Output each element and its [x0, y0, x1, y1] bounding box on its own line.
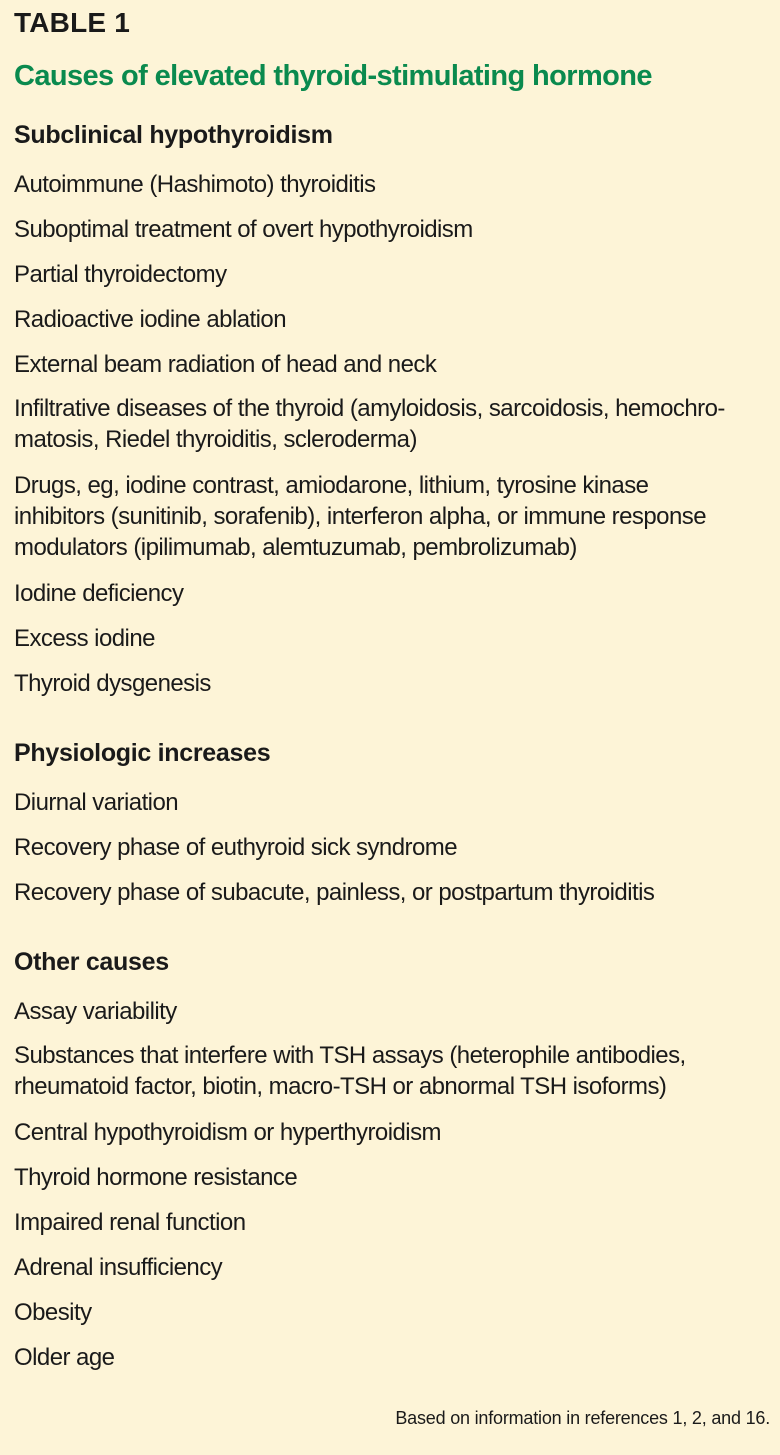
- list-item-line: rheumatoid factor, biotin, macro-TSH or abnormal TSH isoforms): [14, 1073, 667, 1100]
- list-item: Assay variability: [14, 998, 177, 1025]
- list-item: Autoimmune (Hashimoto) thyroiditis: [14, 171, 376, 198]
- table-footnote: Based on information in references 1, 2, and 16.: [395, 1408, 770, 1428]
- list-item: Radioactive iodine ablation: [14, 306, 287, 333]
- list-item: Diurnal variation: [14, 789, 179, 816]
- list-item-line: Infiltrative diseases of the thyroid (amyloidosis, sarcoidosis, hemochro-: [14, 395, 725, 422]
- table-label: TABLE 1: [14, 7, 130, 38]
- list-item: Partial thyroidectomy: [14, 261, 227, 288]
- list-item: Recovery phase of subacute, painless, or postpartum thyroiditis: [14, 879, 655, 906]
- list-item: Thyroid hormone resistance: [14, 1164, 298, 1191]
- section-heading-physiologic-increases: Physiologic increases: [14, 739, 271, 767]
- list-item: Older age: [14, 1344, 115, 1371]
- list-item: Suboptimal treatment of overt hypothyroidism: [14, 216, 473, 243]
- list-item: Central hypothyroidism or hyperthyroidism: [14, 1119, 441, 1146]
- list-item: Obesity: [14, 1299, 92, 1326]
- list-item: Impaired renal function: [14, 1209, 246, 1236]
- list-item: [14, 470, 770, 563]
- list-item-line: Substances that interfere with TSH assays (heterophile antibodies,: [14, 1042, 686, 1069]
- list-item: Thyroid dysgenesis: [14, 670, 211, 697]
- list-item: Excess iodine: [14, 625, 155, 652]
- list-item-line: matosis, Riedel thyroiditis, scleroderma): [14, 426, 417, 453]
- list-item: [14, 1040, 770, 1102]
- list-item-line: modulators (ipilimumab, alemtuzumab, pembrolizumab): [14, 534, 577, 561]
- list-item-line: Drugs, eg, iodine contrast, amiodarone, lithium, tyrosine kinase: [14, 472, 649, 499]
- list-item: Recovery phase of euthyroid sick syndrome: [14, 834, 458, 861]
- list-item: Iodine deficiency: [14, 580, 184, 607]
- list-item: Adrenal insufficiency: [14, 1254, 223, 1281]
- list-item: External beam radiation of head and neck: [14, 351, 437, 378]
- section-heading-subclinical-hypothyroidism: Subclinical hypothyroidism: [14, 121, 333, 149]
- section-heading-other-causes: Other causes: [14, 948, 169, 976]
- list-item-line: inhibitors (sunitinib, sorafenib), interferon alpha, or immune response: [14, 503, 706, 530]
- table-title: Causes of elevated thyroid-stimulating hormone: [14, 60, 652, 92]
- list-item: [14, 393, 770, 455]
